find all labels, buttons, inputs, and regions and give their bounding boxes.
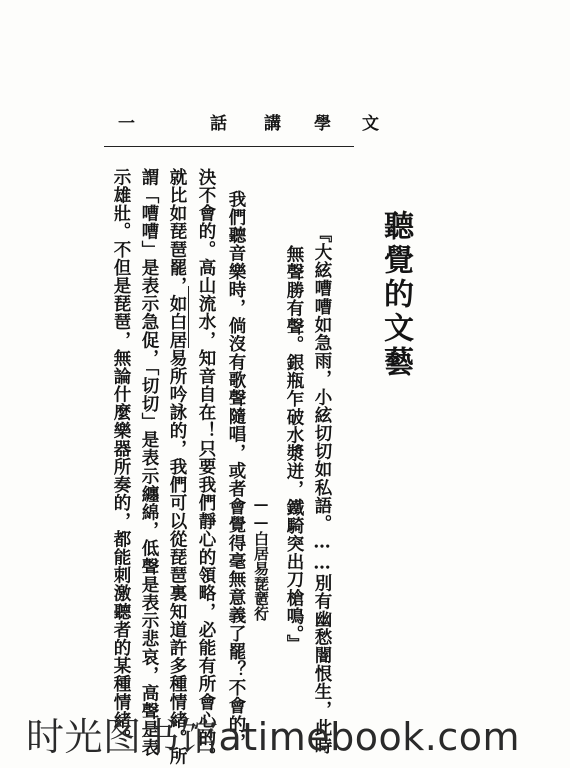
chapter-title: 聽覺的文藝 [378, 210, 413, 380]
book-title-char-2: 學 [314, 114, 331, 134]
body-column-4: 謂「嘈嘈」是表示急促，「切切」是表示纏綿，低聲是表示悲哀，高聲是表 [139, 168, 159, 757]
quote-attribution: ——白居易琵琶行 [252, 495, 270, 621]
header-rule [104, 146, 354, 147]
body-column-1: 我們聽音樂時，倘沒有歌聲隨唱，或者會覺得毫無意義了罷？不會的， [226, 190, 246, 752]
page-number: 一 [118, 114, 135, 134]
quote-column-2: 無聲勝有聲。銀瓶乍破水漿迸，鐵騎突出刀槍鳴。』 [284, 245, 304, 653]
book-title-char-4: 話 [210, 114, 227, 134]
body-column-5: 示雄壯。不但是琵琶，無論什麼樂器所奏的，都能刺激聽者的某種情緒。 [111, 168, 131, 748]
body-column-2: 決不會的。高山流水，知音自在！只要我們靜心的領略，必能有所會心的。 [196, 168, 216, 766]
book-title-char-1: 文 [362, 114, 379, 134]
name-underline [188, 286, 189, 348]
body-column-3: 就比如琵琶罷，如白居易所吟詠的，我們可以從琵琶裏知道許多種情緒。所 [167, 168, 187, 766]
quote-column-1: 『大絃嘈嘈如急雨，小絃切切如私語。……別有幽愁闇恨生，此時 [312, 225, 332, 755]
running-header [118, 114, 379, 150]
wavy-underline [256, 580, 266, 620]
watermark: 时光图书馆atimebook.com [26, 715, 521, 759]
book-title-char-3: 講 [264, 114, 281, 134]
